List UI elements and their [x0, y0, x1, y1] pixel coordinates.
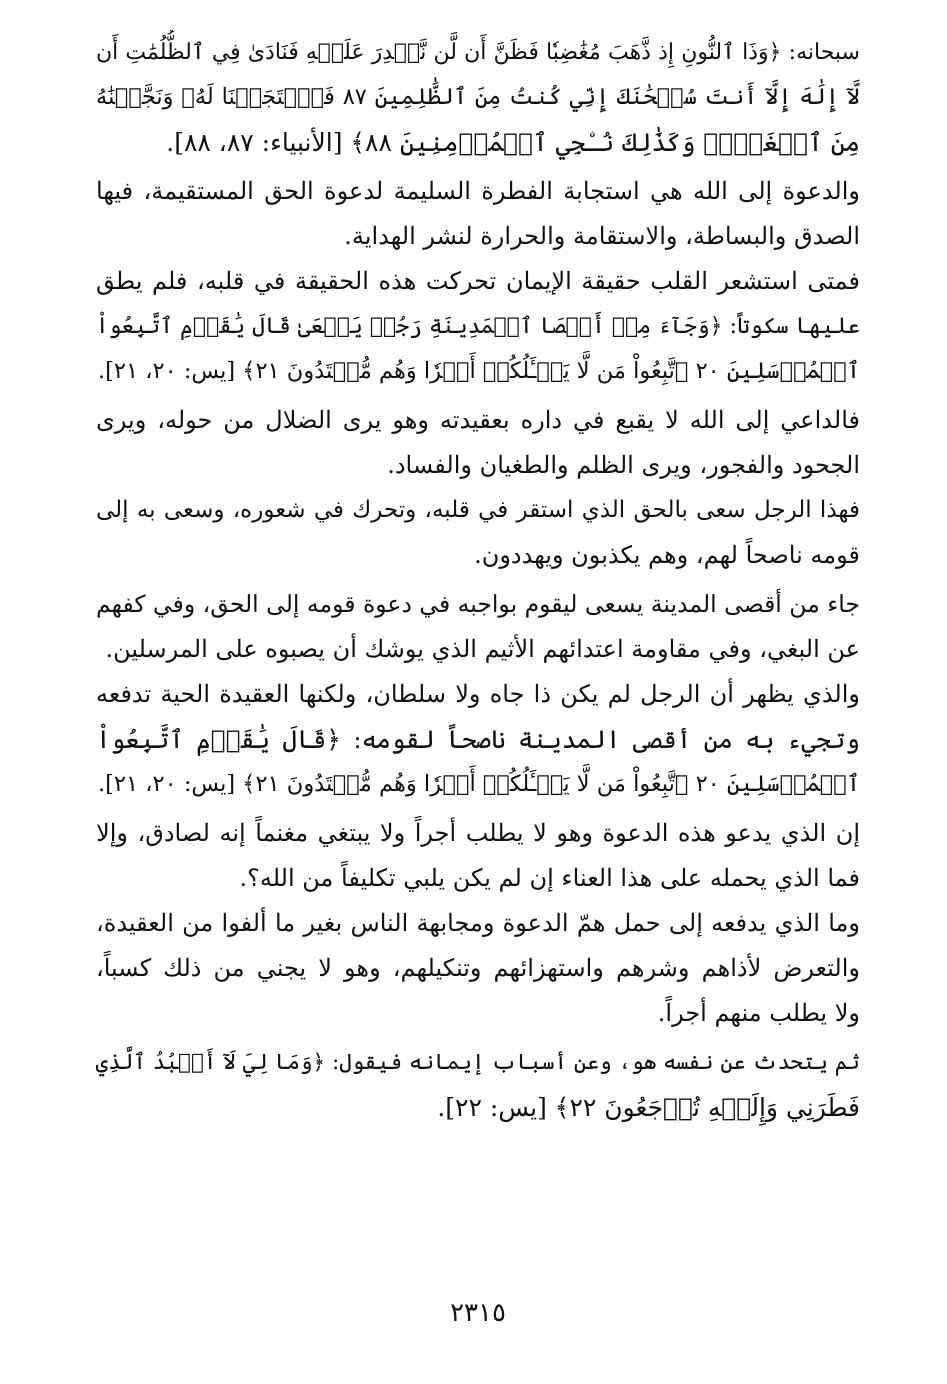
text-line: عن البغي، وفي مقاومة اعتدائهم الأثيم الذي يوشك أن يصبوه على المرسلين.	[105, 635, 860, 663]
page-number: ٢٣١٥	[450, 1298, 506, 1328]
text-line: والتعرض لأذاهم وشرهم واستهزائهم وتنكيلهم، وهو لا يجني من ذلك كسباً،	[96, 954, 860, 982]
text-line: وما الذي يدفعه إلى حمل همّ الدعوة ومجابهة الناس بغير ما ألفوا من العقيدة،	[96, 909, 860, 937]
body-text	[96, 30, 860, 1130]
text-line: فهذا الرجل سعى بالحق الذي استقر في قلبه، وتحرك في شعوره، وسعى به إلى	[96, 497, 860, 523]
text-line: الجحود والفجور، ويرى الظلم والطغيان والفساد.	[387, 451, 860, 479]
text-line: إن الذي يدعو هذه الدعوة وهو لا يطلب أجراً ولا يبتغي مغنماً إنه لصادق، وإلا	[96, 819, 860, 847]
text-line: والدعوة إلى الله هي استجابة الفطرة السليمة لدعوة الحق المستقيمة، فيها	[96, 177, 860, 205]
text-line: فالداعي إلى الله لا يقبع في داره بعقيدته وهو يرى الضلال من حوله، ويرى	[96, 406, 860, 434]
text-line: قومه ناصحاً لهم، وهم يكذبون ويهددون.	[474, 541, 860, 569]
text-line: ٱلۡمُرۡسَلِينَ ٢٠ ٱتَّبِعُواْ مَن لَّا يَسۡـَٔلُكُمۡ أَجۡرٗا وَهُم مُّهۡتَدُونَ ٢١﴾ [يس: ٢٠، ٢١].	[97, 771, 860, 797]
text-line: وتجيء به من أقصى المدينة ناصحاً لقومه: ﴿قَالَ يَٰقَوۡمِ ٱتَّبِعُواْ	[96, 725, 860, 754]
text-line: مِنَ ٱلۡغَمِّۚ وَكَذَٰلِكَ نُـۨجِي ٱلۡمُؤۡمِنِينَ ٨٨﴾ [الأنبياء: ٨٧، ٨٨].	[166, 128, 860, 157]
text-line: الصدق والبساطة، والاستقامة والحرارة لنشر الهداية.	[344, 222, 860, 250]
text-line: فمتى استشعر القلب حقيقة الإيمان تحركت هذه الحقيقة في قلبه، فلم يطق	[96, 267, 860, 295]
text-line: سبحانه: ﴿وَذَا ٱلنُّونِ إِذ ذَّهَبَ مُغَٰضِبٗا فَظَنَّ أَن لَّن نَّقۡدِرَ عَلَيۡهِ فَنَادَىٰ فِي ٱلظُّلُمَٰتِ أَن	[96, 40, 860, 65]
text-line: ثم يتحدث عن نفسه هو، وعن أسباب إيمانه فيقول: ﴿وَمَا لِيَ لَآ أَعۡبُدُ ٱلَّذِي	[96, 1050, 860, 1075]
text-line: ٱلۡمُرۡسَلِينَ ٢٠ ٱتَّبِعُواْ مَن لَّا يَسۡـَٔلُكُمۡ أَجۡرٗا وَهُم مُّهۡتَدُونَ ٢١﴾ [يس: ٢٠، ٢١].	[97, 358, 860, 384]
text-line: فما الذي يحمله على هذا العناء إن لم يكن يلبي تكليفاً من الله؟.	[239, 864, 860, 892]
text-line: جاء من أقصى المدينة يسعى ليقوم بواجبه في دعوة قومه إلى الحق، وفي كفهم	[96, 590, 860, 618]
text-line: ولا يطلب منهم أجراً.	[657, 999, 860, 1027]
text-line: لَّآ إِلَٰهَ إِلَّآ أَنتَ سُبۡحَٰنَكَ إِنِّي كُنتُ مِنَ ٱلظَّٰلِمِينَ ٨٧ فَٱسۡتَجَبۡنَا لَهُۥ وَنَجَّيۡنَٰهُ	[96, 84, 860, 110]
text-line: والذي يظهر أن الرجل لم يكن ذا جاه ولا سلطان، ولكنها العقيدة الحية تدفعه	[96, 680, 860, 708]
book-page	[96, 30, 860, 1360]
text-line: عليها سكوتاً: ﴿وَجَآءَ مِنۡ أَقۡصَا ٱلۡمَدِينَةِ رَجُلٞ يَسۡعَىٰ قَالَ يَٰقَوۡمِ ٱتَّبِعُواْ	[96, 314, 860, 339]
text-line: فَطَرَنِي وَإِلَيۡهِ تُرۡجَعُونَ ٢٢﴾ [يس: ٢٢].	[437, 1093, 860, 1122]
